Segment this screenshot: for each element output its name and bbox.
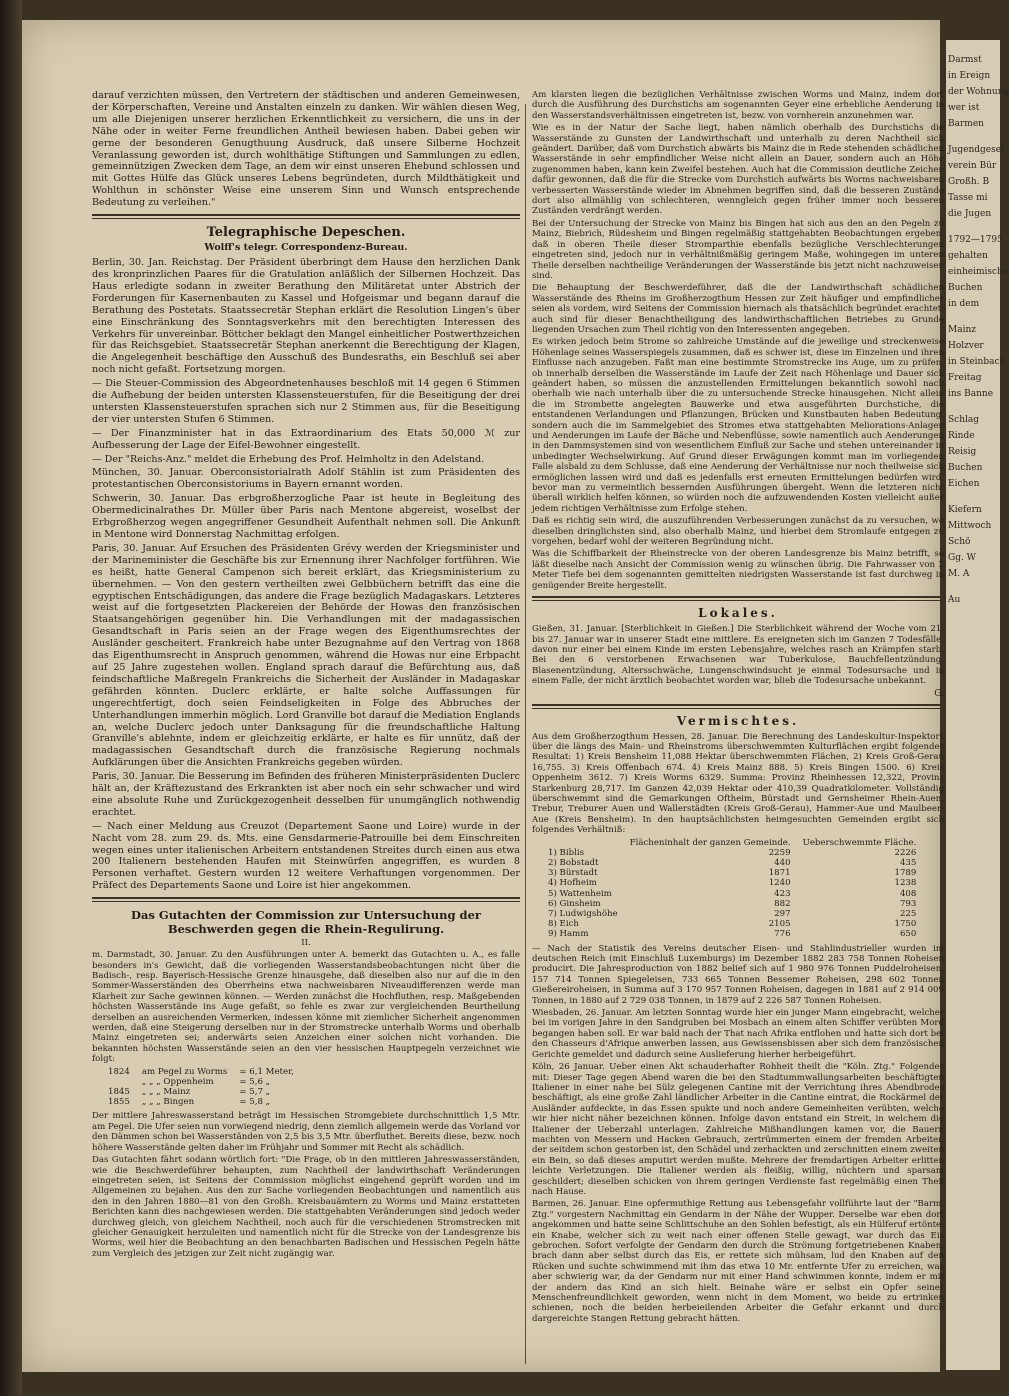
margin-text: 1792—1795 bbox=[948, 235, 1003, 245]
vermischtes-heading: Vermischtes. bbox=[676, 713, 800, 728]
telegram-paragraph: — Nach einer Meldung aus Creuzot (Departement Saone und Loire) wurde in der Nacht vom 28. zum 29. ds. Mts. eine Gensdarmerie-Patrouille bei dem Einschreiten wegen eines unter italienischen Arbeitern entstandenen Streites durch einen aus etwa 200 Italienern bestehenden Haufen mit Steinwürfen angegriffen, es wurden 8 Personen verhaftet. Gestern wurden 12 weitere Verhaftungen vorgenommen. Der Präfect des Departements Saone und Loire ist hier angekommen. bbox=[92, 820, 520, 892]
flood-flooded: 650 bbox=[899, 929, 917, 940]
margin-text: Mainz bbox=[948, 325, 976, 335]
margin-text: in dem bbox=[948, 299, 980, 309]
flood-area: 1871 bbox=[768, 868, 791, 879]
flood-flooded: 435 bbox=[899, 858, 917, 868]
margin-text: Eichen bbox=[948, 479, 980, 489]
flood-table bbox=[542, 838, 922, 940]
lokales-heading: Lokales. bbox=[698, 606, 778, 621]
table-row bbox=[542, 868, 922, 878]
pegel-value: = 6,1 Meter, bbox=[239, 1066, 294, 1077]
table-row bbox=[542, 889, 922, 899]
table-row bbox=[542, 848, 922, 858]
table-row bbox=[102, 1067, 300, 1077]
margin-text: Holzver bbox=[948, 341, 984, 351]
section-divider bbox=[92, 897, 520, 902]
pegel-label: „ „ „ Oppenheim bbox=[141, 1076, 214, 1087]
vermischtes-paragraph: — Nach der Statistik des Vereins deutscher Eisen- und Stahlindustrieller wurden im deutschen Reich (mit Einschluß Luxemburgs) im Dezember 1882 283 758 Tonnen Roheisen producirt. Die Jahresproduction von 1882 belief sich auf 1 980 976 Tonnen Puddelroheisen, 157 714 Tonnen Spiegeleisen, 733 665 Tonnen Bessemer Roheisen, 298 602 Tonnen Gießereiroheisen, in Summa auf 3 170 957 Tonnen Roheisen, dagegen in 1881 auf 2 914 009 Tonnen, in 1880 auf 2 729 038 Tonnen, in 1879 auf 2 226 587 Tonnen Roheisen. bbox=[532, 943, 944, 1006]
gutachten-paragraph: m. Darmstadt, 30. Januar. Zu den Ausführungen unter A. bemerkt das Gutachten u. A., es falle besonders in's Gewicht, daß die vorliegenden Wasserstandsbeobachtungen nicht über die Badisch-, resp. Bayerisch-Hessische Grenze hinausgehe, daß dieselben also nur auf die in den Sommer-Wasserständen des Oberrheins etwa nachweisbaren Niveaudifferenzen werde man Klarheit zur Sache gewinnen können. — Werden zunächst die Hochfluthen, resp. Maßgebenden höchsten Wasserstände ins Auge gefaßt, so fehle es zwar zur vergleichenden Beurtheilung derselben an ausreichenden Vermerken, indessen könne mit ziemlicher Sicherheit angenommen werden, daß eine Steigerung derselben nur in der Stromstrecke unterhalb Worms und oberhalb Mainz eingetreten sei; anderwärts seien Anzeichen einer solchen nicht vorhanden. Die bekannten höchsten Wasserstände seien an den vier hessischen Hauptpegeln verzeichnet wie folgt: bbox=[92, 950, 520, 1065]
left-column bbox=[92, 90, 520, 1261]
gutachten-continued: Bei der Untersuchung der Strecke von Mainz bis Bingen hat sich aus den an den Pegeln zu Mainz, Biebrich, Rüdesheim und Bingen regelmäßig stattgehabten Beobachtungen ergeben, daß in oberen Theile dieser Stromparthie ebenfalls bezügliche Verschlechterungen eingetreten sind, jedoch nur in verhältnißmäßig geringem Maße, wohingegen im unteren Theile derselben nachtheilige Veränderungen der Wasserstände bis jetzt nicht nachzuweisen sind. bbox=[532, 218, 944, 281]
flood-name: 2) Bobstadt bbox=[548, 858, 599, 868]
lokales-paragraph: Gießen, 31. Januar. [Sterblichkeit in Gießen.] Die Sterblichkeit während der Woche vom 21. bis 27. Januar war in unserer Stadt eine mittlere. Es ereigneten sich im Ganzen 7 Todesfälle, davon nur einer bei einem Kinde im ersten Lebensjahre, welches rasch an Krämpfen starb. Bei den 6 verstorbenen Erwachsenen war Tuberkulose, Bauchfellentzündung, Blasenentzündung, Altersschwäche, Lungenschwindsucht je einmal Todesursache und in einem Falle, der nicht ärztlich beobachtet worden war, blieb die Todesursache unbekannt. bbox=[532, 624, 944, 687]
flood-flooded: 2226 bbox=[894, 847, 917, 858]
flood-header-area: Flächeninhalt der ganzen Gemeinde. bbox=[629, 837, 791, 848]
telegram-subheading: Wolff's telegr. Correspondenz-Bureau. bbox=[204, 242, 408, 254]
gutachten-continued: Die Behauptung der Beschwerdeführer, daß die der Landwirthschaft schädlichen Wasserstände des Rheins im Großherzogthum Hessen zur Zeit häufiger und empfindlicher seien als vordem, wird Seitens der Commission hiernach als thatsächlich begründet erachtet, auch sind für dieser Benachtheiligung des landwirthschaftlichen Betriebes zu Grunde liegenden Ursachen zum Theil richtig von den Interessenten angegeben. bbox=[532, 283, 944, 335]
pegel-label: am Pegel zu Worms bbox=[141, 1066, 228, 1077]
vermischtes-paragraph: Aus dem Großherzogthum Hessen, 28. Januar. Die Berechnung des Landeskultur-Inspektors über die längs des Main- und Rheinstroms überschwemmten Kulturflächen ergibt folgendes Resultat: 1) Kreis Bensheim 11,088 Hektar überschwemmten Flächen, 2) Kreis Groß-Gerau 16,755. 3) Kreis Offenbach 674. 4) Kreis Mainz 888. 5) Kreis Bingen 1500. 6) Kreis Oppenheim 3612. 7) Kreis Worms 6329. Summa: Provinz Rheinhessen 12,322, Provinz Starkenburg 28,717. Im Ganzen 42,039 Hektar oder 410,39 Quadratkilometer. Vollständig überschwemmt sind die Gemarkungen Oftheim, Bürstadt und Gernsheimer Rhein-Auen, Trebur, Treburer Auen und Wallerstädten (Kreis Groß-Gerau), Hammer-Aue und Maulbeer-Aue (Kreis Bensheim). In den hauptsächlichsten heimgesuchten Gemeinden ergibt sich folgendes Verhältniß: bbox=[532, 731, 944, 836]
gutachten-number: II. bbox=[301, 938, 311, 949]
margin-text: Mittwoch bbox=[948, 521, 992, 531]
flood-area: 423 bbox=[774, 888, 791, 899]
margin-text: Au bbox=[948, 595, 961, 605]
gutachten-paragraph: Der mittlere Jahreswasserstand beträgt im Hessischen Stromgebiete durchschnittlich 1,5 Mtr. am Pegel. Die Ufer seien nun vorwiegend niedrig, denn ziemlich allgemein werde das Vorland vor den Dämmen schon bei Wasserständen von 2,5 bis 3,5 Mtr. überfluthet. Bereits diese, bezw. noch höhere Wasserstände gelten daher im Frühjahr und Sommer mit Recht als schädlich. bbox=[92, 1111, 520, 1153]
scan-edge bbox=[0, 0, 22, 1396]
table-row bbox=[102, 1087, 300, 1097]
vermischtes-paragraph: Köln, 26 Januar. Ueber einen Akt schauderhafter Rohheit theilt die "Köln. Ztg." Folgendes mit: Dieser Tage gegen Abend waren die bei den Stadtummwallungsarbeiten beschäftigten Italiener in einer nahe bei Sülz gelegenen Cantine mit der Verrichtung ihres Abendbrodes beschäftigt, als eine große Zahl ländlicher Arbeiter in die Cantine eintrat, die Rockärmel der Ausländer aufdeckte, in das Essen spukte und noch andere Gemeinheiten verübten, welche wir hier nicht näher bezeichnen können. Infolge davon entstand ein Streit, in welchem die Italiener der Ueberzahl unterlagen. Zahlreiche Mißhandlungen kamen vor, die Bauern machten von Messern und Hacken Gebrauch, zertrümmerten einem der fremden Arbeiter, der seitdem schon gestorben ist, den Schädel und zerhackten und zerschnitten einem zweiten ein Bein, so daß dieses amputirt werden mußte. Mehrere der fremdartigen Arbeiter erlitten leichte Verletzungen. Die Italiener werden als fleißig, willig, nüchtern und sparsam geschildert; dieselben schicken von ihrem geringen Verdienste fast regelmäßig einen Theil nach Hause. bbox=[532, 1062, 944, 1197]
gutachten-continued: Es wirken jedoch beim Strome so zahlreiche Umstände auf die jeweilige und streckenweise Höhenlage seines Wasserspiegels zusammen, daß es schwer ist, diese im Einzelnen und ihren Einflusse nach anzugeben. Faßt man eine bestimmte Stromstrecke ins Auge, um zu prüfen, ob innerhalb derselben die Wasserstände im Laufe der Zeit nach Höhenlage und Dauer sich geändert haben, so müssen die anzustellenden Ermittelungen bekanntlich sowohl nach oberhalb wie nach unterhalb über die zu untersuchende Strecke hinausgehen. Nicht allein die im Strombette angelegten Bauwerke und etwa ausgeführten Durchstiche, die entstandenen Verlandungen und Pflanzungen, Brücken und Kunstbauten haben Bedeutung, sondern auch die im Sammelgebiet des Stromes etwa stattgehabten Meliorations-Anlagen und Aenderungen im Laufe der Bäche und Nebenflüsse, sowie namentlich auch Aenderungen in den Dammsystemen sind von wesentlichem Einfluß zur Sache und stehen untereinander in unbedingter Wechselwirkung. Auf Grund dieser Erwägungen kommt man im vorliegenden Falle alsbald zu dem Schlusse, daß eine Aenderung der Verhältnisse nur noch theilweise sich ermöglichen lassen wird und daß es jedenfalls erst erneuten Ermittelungen bedürfen wird, bevor man zu vermeintlich bessernden Ausführungen übergeht. Wenn die letzteren nicht überall wirklich helfen können, so würden noch die aufzuwendenden Kosten vielleicht außer jedem richtigen Verhältnisse zum Erfolge stehen. bbox=[532, 337, 944, 514]
flood-area: 2259 bbox=[768, 847, 791, 858]
table-row bbox=[542, 929, 922, 939]
gutachten-continued: Wie es in der Natur der Sache liegt, haben nämlich oberhalb des Durchstichs die Wasserstände zu Gunsten der Landwirthschaft und unterhalb zu deren Nachtheil sich geändert. Darüber, daß vom Durchstich abwärts bis Mainz die in Rede stehenden schädlichen Wasserstände in sehr empfindlicher Weise nicht allein an Dauer, sondern auch an Höhe zugenommen haben, kann kein Zweifel bestehen. Auch hat die Commission deutliche Zeichen dafür gewonnen, daß die für die Strecke vom Durchstich aufwärts bis Worms nachweisbaren verbesserten Wasserstände wieder im Abnehmen begriffen sind, daß die besseren Zustände dort also allmählig von schlechteren, wenngleich gegen früher immer noch besseren Zuständen verdrängt werden. bbox=[532, 123, 944, 217]
telegram-paragraph: München, 30. Januar. Oberconsistorialrath Adolf Stählin ist zum Präsidenten des protestantischen Oberconsistoriums in Bayern ernannt worden. bbox=[92, 467, 520, 491]
flood-header-flooded: Ueberschwemmte Fläche. bbox=[802, 837, 917, 848]
margin-text: Barmen bbox=[948, 119, 984, 129]
margin-text: in Ereign bbox=[948, 71, 991, 81]
flood-flooded: 1238 bbox=[894, 878, 917, 889]
adjacent-page-edge bbox=[946, 40, 1009, 1370]
pegel-label: „ „ „ Bingen bbox=[141, 1097, 195, 1108]
margin-text: gehalten bbox=[948, 251, 988, 261]
table-row bbox=[102, 1097, 300, 1107]
flood-name: 9) Hamm bbox=[548, 929, 589, 940]
gutachten-continued: Was die Schiffbarkeit der Rheinstrecke von der oberen Landesgrenze bis Mainz betrifft, so läßt dieselbe nach Ansicht der Commission wenig zu wünschen übrig. Die Fahrwasser von 2 Meter Tiefe bei dem sogenannten gemittelten niedrigsten Wasserstande ist fast durchweg in genügender Breite hergestellt. bbox=[532, 549, 944, 591]
flood-area: 2105 bbox=[768, 919, 791, 930]
flood-name: 4) Hofheim bbox=[548, 878, 597, 889]
section-divider bbox=[92, 214, 520, 219]
gutachten-continued: Daß es richtig sein wird, die auszuführenden Verbesserungen zunächst da zu versuchen, wo dieselben dringlichsten sind, also oberhalb Mainz, und hierbei dem Stromlaufe entgegen zu vorgehen, bedarf wohl der weiteren Begründung nicht. bbox=[532, 516, 944, 548]
flood-area: 882 bbox=[774, 898, 791, 909]
flood-name: 1) Biblis bbox=[548, 847, 585, 858]
pegel-year: 1845 bbox=[108, 1087, 130, 1098]
column-rule bbox=[525, 104, 526, 1364]
table-row bbox=[542, 899, 922, 909]
table-row bbox=[542, 878, 922, 888]
gutachten-heading: Das Gutachten der Commission zur Untersuchung der Beschwerden gegen die Rhein-Regulirung. bbox=[131, 908, 481, 937]
margin-text: M. A bbox=[948, 569, 970, 579]
flood-area: 440 bbox=[774, 858, 791, 868]
table-row bbox=[542, 858, 922, 868]
pegel-year: 1855 bbox=[108, 1097, 130, 1108]
telegram-heading: Telegraphische Depeschen. bbox=[206, 225, 406, 241]
flood-flooded: 1750 bbox=[894, 919, 917, 930]
gutachten-paragraph: Das Gutachten fährt sodann wörtlich fort: "Die Frage, ob in den mittleren Jahreswasserständen, wie die Beschwerdeführer behaupten, zum Nachtheil der landwirthschaft Veränderungen eingetreten seien, ist Seitens der Commission möglichst eingehend geprüft worden und im Allgemeinen zu bejahen. Aus den zur Sache vorliegenden Beobachtungen und namentlich aus den in den Jahren 1880—81 von den Großh. Kreisbauämtern zu Worms und Mainz erstatteten Berichten kann dies nachgewiesen werden. Die stattgehabten Veränderungen sind jedoch weder durchweg gleich, von gleichem Nachtheil, noch auch für die verschiedenen Stromstrecken mit gleicher Genauigkeit herzuleiten und namentlich nicht für die Strecke von der Landesgrenze bis Worms, weil hier die Beobachtung an den benachbarten Badischen und Hessischen Pegeln hätte zum Vergleich des jetzigen zur Zeit nicht zugängig war. bbox=[92, 1155, 520, 1259]
pegel-value: = 5,8 „ bbox=[239, 1097, 271, 1108]
margin-text: einheimische bbox=[948, 267, 1009, 277]
margin-text: in Steinbach bbox=[948, 357, 1006, 367]
pegel-value: = 5,7 „ bbox=[239, 1087, 271, 1098]
telegram-paragraph: — Die Steuer-Commission des Abgeordnetenhauses beschloß mit 14 gegen 6 Stimmen die Aufhebung der beiden untersten Klassensteuerstufen, für die Beseitigung der drei untersten Klassensteuerstufen sprachen sich nur 2 Stimmen aus, für die Beseitigung der vier untersten Stufen 6 Stimmen. bbox=[92, 378, 520, 425]
vermischtes-paragraph: Barmen, 26. Januar. Eine opfermuthige Rettung aus Lebensgefahr vollführte laut der "Barm. Ztg." vorgestern Nachmittag ein Gendarm in der Nähe der Wupper. Derselbe war eben dort angekommen und hatte seine Schlittschuhe an den Sohlen befestigt, als ein Hülferuf ertönte: ein Knabe, welcher sich zu weit nach einer offenen Stelle gewagt, war durch das Eis gebrochen. Sofort verfolgte der Gendarm den durch die Strömung fortgetriebenen Knaben, brach dann aber selbst durch das Eis, er rettete sich mühsam, lud den Knaben auf den Rücken und suchte schwimmend mit ihm das etwa 10 Mr. entfernte Ufer zu erreichen, was aber schwierig war, da der Gendarm nur mit einer Hand schwimmen konnte, indem er mit der andern das Kind an sich hielt. Beinahe wäre er selbst ein Opfer seiner Menschenfreundlichkeit geworden, wenn nicht in dem Moment, wo beide zu ertrinken schienen, noch die beiden herbeieilenden Arbeiter die Gefahr erkannt und durch dargereichte Stangen Rettung gebracht hätten. bbox=[532, 1199, 944, 1324]
margin-text: Schlag bbox=[948, 415, 980, 425]
telegram-paragraph: Schwerin, 30. Januar. Das erbgroßherzogliche Paar ist heute in Begleitung des Obermedicinalrathes Dr. Müller über Paris nach Mentone abgereist, woselbst der Erbgroßherzog wegen angegriffener Gesundheit Aufenthalt nehmen soll. Die Ankunft in Mentone wird Donnerstag Nachmittag erfolgen. bbox=[92, 493, 520, 540]
pegel-value: = 5,6 „ bbox=[239, 1076, 271, 1087]
flood-name: 7) Ludwigshöhe bbox=[548, 909, 618, 920]
table-row bbox=[542, 909, 922, 919]
newspaper-page bbox=[22, 20, 944, 1372]
table-row bbox=[542, 919, 922, 929]
flood-flooded: 793 bbox=[899, 898, 917, 909]
margin-text: Freitag bbox=[948, 373, 982, 383]
margin-text: verein Bür bbox=[948, 161, 997, 171]
margin-text: Darmst bbox=[948, 55, 982, 65]
section-divider bbox=[532, 596, 944, 601]
margin-text: die Jugen bbox=[948, 209, 992, 219]
telegram-paragraph: Paris, 30. Januar. Auf Ersuchen des Präsidenten Grévy werden der Kriegsminister und der Marineminister die Geschäfte bis zur Ernennung ihrer Nachfolger fortführen. Wie es heißt, hatte General Campenon sich bereit erklärt, das Kriegsministerium zu übernehmen. — Von den gestern vertheilten zwei Gelbbüchern betrifft das eine die egyptischen Entschädigungen, das andere die Frage bezüglich Madagaskars. Letzteres weist auf die fortgesetzten Plackereien der Behörde der Howas den französischen Staatsangehörigen gegenüber hin. Die Verhandlungen mit der madagassischen Gesandtschaft in Paris seien an der Frage wegen des Eigenthumsrechtes der Ausländer gescheitert. Frankreich habe unter Bezugnahme auf den Vertrag von 1868 das Eigenthumsrecht in Anspruch genommen, während die Howas nur eine Erbpacht auf 25 Jahre zugestehen wollen. England sprach darauf die Befürchtung aus, daß feindschaftliche Maßregeln Frankreichs die Sicherheit der Ausländer in Madagaskar gefährden könnten. Duclerc erklärte, er halte solche Auffassungen für ungerechtfertigt, doch seien Feindseligkeiten in Folge des Abbruches der Unterhandlungen immerhin möglich. Lord Granville bot darauf die Mediation Englands an, welche Duclerc jedoch unter Danksagung für die freundschaftliche Haltung Granville's ablehnte, indem er gleichzeitig erklärte, er halte es für unnütz, daß der madagassischen Gesandtschaft durch die französische Regierung nochmals Aufklärungen über die Ansichten Frankreichs gegeben würden. bbox=[92, 542, 520, 769]
flood-name: 6) Ginsheim bbox=[548, 898, 601, 909]
pegel-year: 1824 bbox=[108, 1066, 130, 1077]
margin-text: der Wohnung bbox=[948, 87, 1009, 97]
margin-text: Tasse mi bbox=[948, 193, 988, 203]
margin-text: Buchen bbox=[948, 283, 983, 293]
margin-text: Buchen bbox=[948, 463, 983, 473]
flood-flooded: 225 bbox=[899, 909, 917, 920]
flood-area: 776 bbox=[774, 929, 791, 940]
section-divider bbox=[532, 704, 944, 709]
pegel-year bbox=[102, 1077, 136, 1087]
flood-name: 8) Eich bbox=[548, 919, 579, 930]
flood-flooded: 408 bbox=[899, 888, 917, 899]
flood-name: 5) Wattenheim bbox=[548, 888, 612, 899]
margin-text: Großh. B bbox=[948, 177, 990, 187]
margin-text: Reisig bbox=[948, 447, 977, 457]
pegel-table bbox=[102, 1067, 300, 1108]
telegram-paragraph: — Der Finanzminister hat in das Extraordinarium des Etats 50,000 ℳ zur Aufbesserung der Lage der Eifel-Bewohner eingestellt. bbox=[92, 427, 520, 451]
telegram-paragraph: Berlin, 30. Jan. Reichstag. Der Präsident überbringt dem Hause den herzlichen Dank des kronprinzlichen Paares für die Gratulation anläßlich der Silbernen Hochzeit. Das Haus erledigte sodann in zweiter Berathung den Militäretat unter Abstrich der Forderungen für Kasernenbauten zu Kassel und Hofgeismar und begann darauf die Berathung des Postetats. Staatssecretär Stephan erklärt die Resolution Lingen's über eine Einschränkung des Sonntagsverkehrs mit den berechtigten Interessen des Verkehrs für unvereinbar. Böttcher beklagt den Mangel einheitlicher Postwerthzeichen für das Reichsgebiet. Staatssecretär Stephan anerkennt die Berechtigung der Klagen, die Angelegenheit beschäftige den Ausschuß des Bundesraths, ein Beschluß sei aber noch nicht gefaßt. Fortsetzung morgen. bbox=[92, 257, 520, 376]
lokales-signature: G. bbox=[934, 688, 944, 699]
vermischtes-paragraph: Wiesbaden, 26. Januar. Am letzten Sonntag wurde hier ein junger Mann eingebracht, welcher bei im vorigen Jahre in den Sandgruben bei Mosbach an einem alten Schiffer verübten Mord begangen haben soll. Er war bald nach der That nach Afrika entflohen und hatte sich dort bei den Chasseurs d'Afrique anwerben lassen, aus Gewissensbissen aber sich dem französischen Gerichte gemeldet und dadurch seine Auslieferung hierher herbeigeführt. bbox=[532, 1008, 944, 1060]
table-row bbox=[102, 1077, 300, 1087]
right-column bbox=[532, 90, 944, 1326]
margin-text: Gg. W bbox=[948, 553, 976, 563]
flood-area: 297 bbox=[774, 909, 791, 920]
margin-text: Rinde bbox=[948, 431, 975, 441]
margin-text: ins Banne bbox=[948, 389, 994, 399]
telegram-list bbox=[92, 257, 520, 892]
telegram-paragraph: — Der "Reichs-Anz." meldet die Erhebung des Prof. Helmholtz in den Adelstand. bbox=[92, 453, 485, 465]
telegram-paragraph: Paris, 30. Januar. Die Besserung im Befinden des früheren Ministerpräsidenten Duclerc hält an, der Kräftezustand des Erkrankten ist aber noch ein sehr schwacher und wird eine absolute Ruhe und Zurückgezogenheit desselben für unumgänglich nothwendig erachtet. bbox=[92, 771, 520, 818]
flood-flooded: 1789 bbox=[894, 868, 917, 879]
margin-text: Schö bbox=[948, 537, 971, 547]
intro-paragraph: darauf verzichten müssen, den Vertretern der städtischen und anderen Gemeinwesen, der Körperschaften, Vereine und Anstalten einzeln zu danken. Wir wählen diesen Weg, um alle Diejenigen unserer herzlichen Erkenntlichkeit zu versichern, die uns in der Nähe oder in weiter Ferne freundlichen Antheil bewiesen haben. Dabei geben wir gerne der besonderen Genugthuung Ausdruck, daß unsere Silberne Hochzeit Veranlassung geworden ist, durch wohlthätige Stiftungen und Sammlungen zu edlen, gemeinnützigen Zwecken dem Tage, an dem wir einst unseren Ehebund schlossen und mit Gottes Hülfe das Glück unseres Lebens begründeten, durch Mildthätigkeit und Wohlthun in schönster Weise eine unserem Sinn und Wunsch entsprechende Bedeutung zu verleihen." bbox=[92, 90, 520, 209]
gutachten-continued: Am klarsten liegen die bezüglichen Verhältnisse zwischen Worms und Mainz, indem dort durch die Ausführung des Durchstichs am sogenannten Geyer eine erhebliche Aenderung in den Wasserstandsverhältnissen eingetreten ist, bezw. von vornherein anzunehmen war. bbox=[532, 90, 944, 121]
margin-text: Jugendgesel bbox=[948, 145, 1004, 155]
margin-text: wer ist bbox=[948, 103, 980, 113]
margin-text: Kiefern bbox=[948, 505, 982, 515]
flood-area: 1240 bbox=[768, 878, 791, 889]
flood-name: 3) Bürstadt bbox=[548, 868, 598, 879]
pegel-label: „ „ „ Mainz bbox=[141, 1087, 191, 1098]
